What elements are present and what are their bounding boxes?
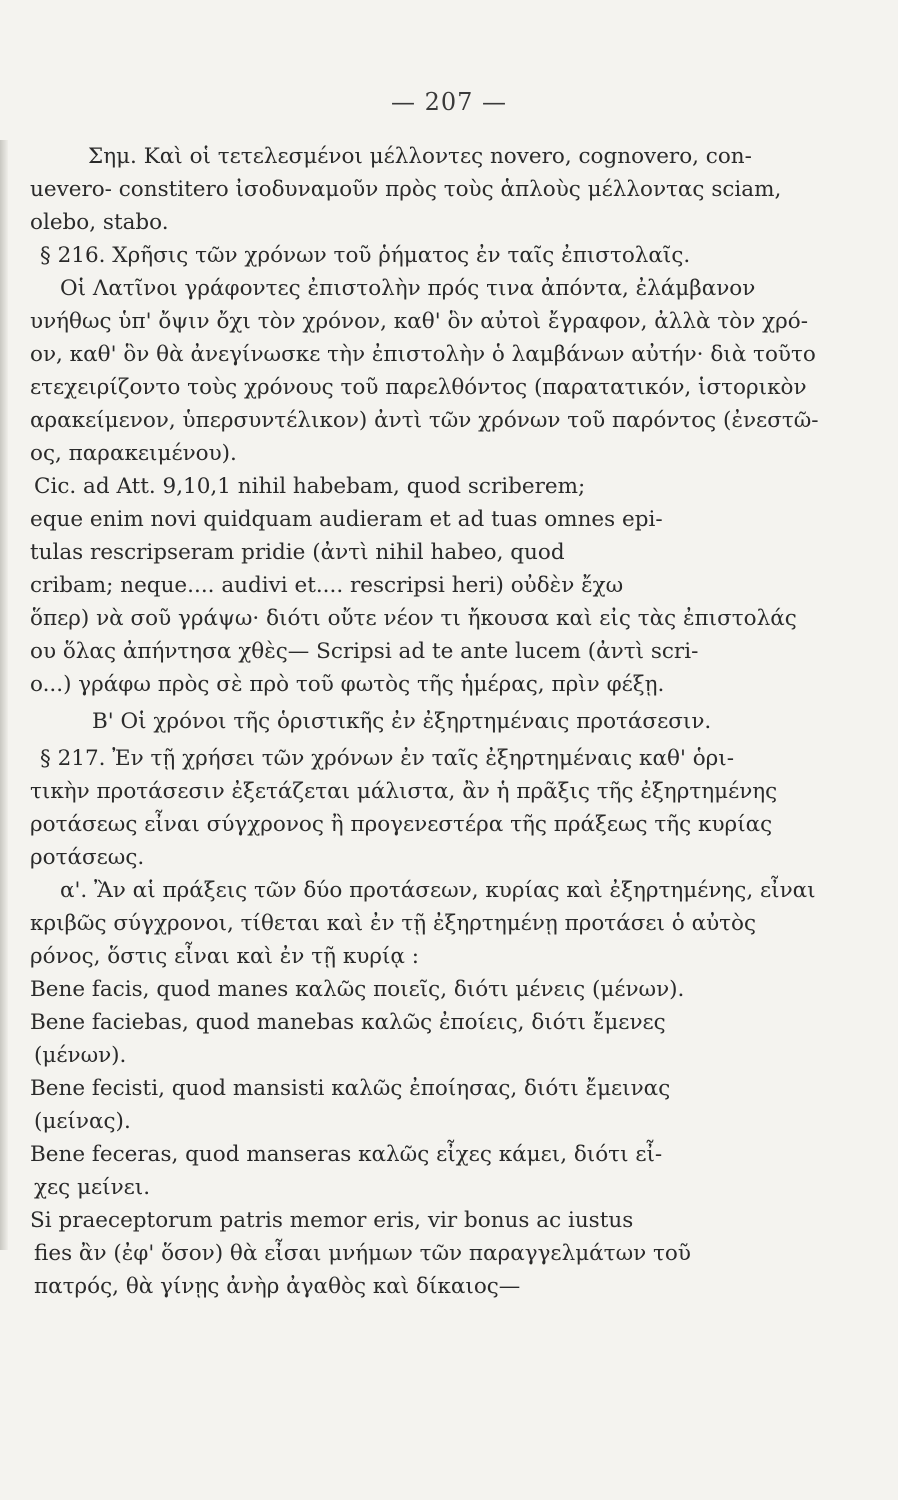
example-line: Bene feceras, quod manseras καλῶς εἶχες κάμει, διότι εἶ- [30,1142,663,1167]
example-line: Bene faciebas, quod manebas καλῶς ἐποίεις, διότι ἔμενες [30,1010,666,1035]
example-line: fies ἂν (ἐφ' ὅσον) θὰ εἶσαι μνήμων τῶν παραγγελμάτων τοῦ [34,1241,691,1266]
text-line: α'. Ἂν αἱ πράξεις τῶν δύο προτάσεων, κυρίας καὶ ἐξηρτημένης, εἶναι [60,878,816,903]
text-line: olebo, stabo. [30,210,169,235]
page-number: — 207 — [390,88,508,116]
text-line: ροτάσεως εἶναι σύγχρονος ἢ προγενεστέρα τῆς πράξεως τῆς κυρίας [30,812,773,837]
text-line: Cic. ad Att. 9,10,1 nihil habebam, quod scriberem; [34,474,586,499]
text-line: Οἱ Λατῖνοι γράφοντες ἐπιστολὴν πρός τινα ἀπόντα, ἐλάμβανον [60,276,756,301]
example-line: πατρός, θὰ γίνῃς ἀνὴρ ἀγαθὸς καὶ δίκαιος— [34,1274,521,1299]
text-line: ρόνος, ὅστις εἶναι καὶ ἐν τῇ κυρίᾳ : [30,944,419,969]
body-text [8,140,819,1303]
text-line: υνήθως ὑπ' ὄψιν ὄχι τὸν χρόνον, καθ' ὃν αὐτοὶ ἔγραφον, ἀλλὰ τὸν χρό- [30,309,809,334]
text-line: o...) γράφω πρὸς σὲ πρὸ τοῦ φωτὸς τῆς ἡμέρας, πρὶν φέξῃ. [30,672,665,697]
section-heading: § 216. Χρῆσις τῶν χρόνων τοῦ ῥήματος ἐν ταῖς ἐπιστολαῖς. [40,243,691,268]
text-line: τικὴν προτάσεσιν ἐξετάζεται μάλιστα, ἂν ἡ πρᾶξις τῆς ἐξηρτημένης [30,779,778,804]
example-line: Bene fecisti, quod mansisti καλῶς ἐποίησας, διότι ἔμεινας [30,1076,671,1101]
example-line: χες μείνει. [34,1175,151,1200]
example-line: (μείνας). [34,1109,131,1134]
text-line: ροτάσεως. [30,845,145,870]
text-line: ον, καθ' ὃν θὰ ἀνεγίνωσκε τὴν ἐπιστολὴν ὁ λαμβάνων αὐτήν· διὰ τοῦτο [30,342,816,367]
page-binding-shadow [0,140,8,1250]
text-line: αρακείμενον, ὑπερσυντέλικον) ἀντὶ τῶν χρόνων τοῦ παρόντος (ἐνεστῶ- [30,408,819,433]
text-line: tulas rescripseram pridie (ἀντὶ nihil habeo, quod [30,540,565,565]
example-line: Bene facis, quod manes καλῶς ποιεῖς, διότι μένεις (μένων). [30,977,685,1002]
text-line: ου ὅλας ἀπήντησα χθὲς— Scripsi ad te ante lucem (ἀντὶ scri- [30,639,699,664]
text-line: uevero- constitero ἰσοδυναμοῦν πρὸς τοὺς ἁπλοὺς μέλλοντας sciam, [30,177,782,202]
example-line: (μένων). [34,1043,127,1068]
text-line: cribam; neque.... audivi et.... rescripsi heri) οὐδὲν ἔχω [30,573,624,598]
text-line: ετεχειρίζοντο τοὺς χρόνους τοῦ παρελθόντος (παρατατικόν, ἱστορικὸν [30,375,807,400]
section-heading: § 217. Ἐν τῇ χρήσει τῶν χρόνων ἐν ταῖς ἐξηρτημέναις καθ' ὁρι- [40,746,734,771]
text-line: Σημ. Καὶ οἱ τετελεσμένοι μέλλοντες novero, cognovero, con- [88,144,752,169]
text-line: ὅπερ) νὰ σοῦ γράψω· διότι οὔτε νέον τι ἤκουσα καὶ εἰς τὰς ἐπιστολάς [30,606,797,631]
text-line: ος, παρακειμένου). [30,441,237,466]
text-line: κριβῶς σύγχρονοι, τίθεται καὶ ἐν τῇ ἐξηρτημένῃ προτάσει ὁ αὐτὸς [30,911,757,936]
example-line: Si praeceptorum patris memor eris, vir bonus ac iustus [30,1208,634,1233]
subsection-heading: Β' Οἱ χρόνοι τῆς ὁριστικῆς ἐν ἐξηρτημέναις προτάσεσιν. [92,709,712,734]
text-line: eque enim novi quidquam audieram et ad tuas omnes epi- [30,507,663,532]
